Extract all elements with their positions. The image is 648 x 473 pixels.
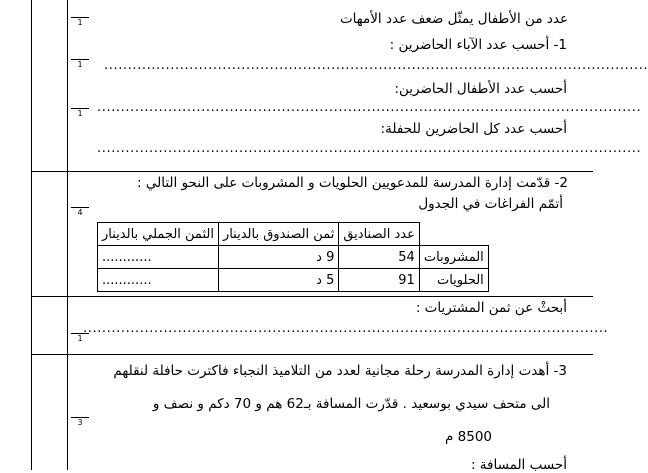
q3-line-3: 8500 م xyxy=(444,429,492,445)
q2-statement: 2- قدّمت إدارة المدرسة للمدعويين الحلويات و المشروبات على النحو التالي : xyxy=(137,175,568,191)
table-cell: 54 xyxy=(339,246,419,269)
answer-dots: ................................................................................................................... xyxy=(97,100,642,115)
mark-value: 1 xyxy=(77,60,83,69)
mark-fraction xyxy=(68,10,92,27)
mark-fraction xyxy=(68,101,92,118)
margin-border-left xyxy=(31,0,32,470)
table-row-label: الحلويات xyxy=(419,269,488,292)
table-header-cell: الثمن الجملي بالدينار xyxy=(98,223,219,246)
q1-part-a: 1- أحسب عدد الآباء الحاضرين : xyxy=(389,37,567,53)
section-divider xyxy=(31,296,593,297)
table-header-cell: عدد الصناديق xyxy=(339,223,419,246)
cropped-top-text xyxy=(31,0,593,9)
table-cell-blank: ............ xyxy=(98,246,219,269)
mark-value: 1 xyxy=(77,109,83,118)
q2-instruction: أتمّم الفراغات في الجدول xyxy=(418,196,563,212)
answer-dots: ............................................................................................................... xyxy=(83,321,609,336)
table-cell: 91 xyxy=(339,269,419,292)
table-header-cell xyxy=(419,223,488,246)
q2-find-total: أبحثْ عن ثمن المشتريات : xyxy=(415,300,567,316)
q1-part-b: أحسب عدد الأطفال الحاضرين: xyxy=(394,81,567,97)
margin-border-right xyxy=(67,0,68,470)
mark-value: 3 xyxy=(77,418,83,427)
mark-numerator xyxy=(68,10,92,17)
table-row xyxy=(98,269,489,292)
mark-value: 1 xyxy=(77,334,83,343)
table-cell-blank: ............ xyxy=(98,269,219,292)
mark-numerator xyxy=(68,101,92,108)
q3-line-1: 3- أهدت إدارة المدرسة رحلة مجانية لعدد من التلاميذ النجباء فاكترت حافلة لنقلهم xyxy=(113,363,567,379)
mark-value: 4 xyxy=(77,208,83,217)
mark-fraction xyxy=(68,410,92,427)
mark-value: 1 xyxy=(77,18,83,27)
table-row-label: المشروبات xyxy=(419,246,488,269)
table-cell: 9 د xyxy=(218,246,338,269)
mark-numerator xyxy=(68,410,92,417)
mark-fraction xyxy=(68,200,92,217)
intro-line: عدد من الأطفال يمثّل ضعف عدد الأمهات xyxy=(339,11,568,27)
mark-numerator xyxy=(68,52,92,59)
answer-dots: ................................................................................................................... xyxy=(97,141,642,156)
table-header-cell: ثمن الصندوق بالدينار xyxy=(218,223,338,246)
answer-dots: ................................................................................................................... xyxy=(104,58,648,73)
data-table xyxy=(97,222,489,292)
mark-fraction xyxy=(68,52,92,69)
mark-numerator xyxy=(68,200,92,207)
table-header-row xyxy=(98,223,489,246)
table-cell: 5 د xyxy=(218,269,338,292)
section-divider xyxy=(31,171,593,172)
table-row xyxy=(98,246,489,269)
q1-part-c: أحسب عدد كل الحاضرين للحفلة: xyxy=(380,121,567,137)
q3-line-2: الى متحف سيدي بوسعيد . قدّرت المسافة بـ62 هم و 70 دكم و نصف و xyxy=(152,396,550,412)
q3-line-4: أحسب المسافة : xyxy=(470,457,567,473)
section-divider xyxy=(31,354,593,355)
